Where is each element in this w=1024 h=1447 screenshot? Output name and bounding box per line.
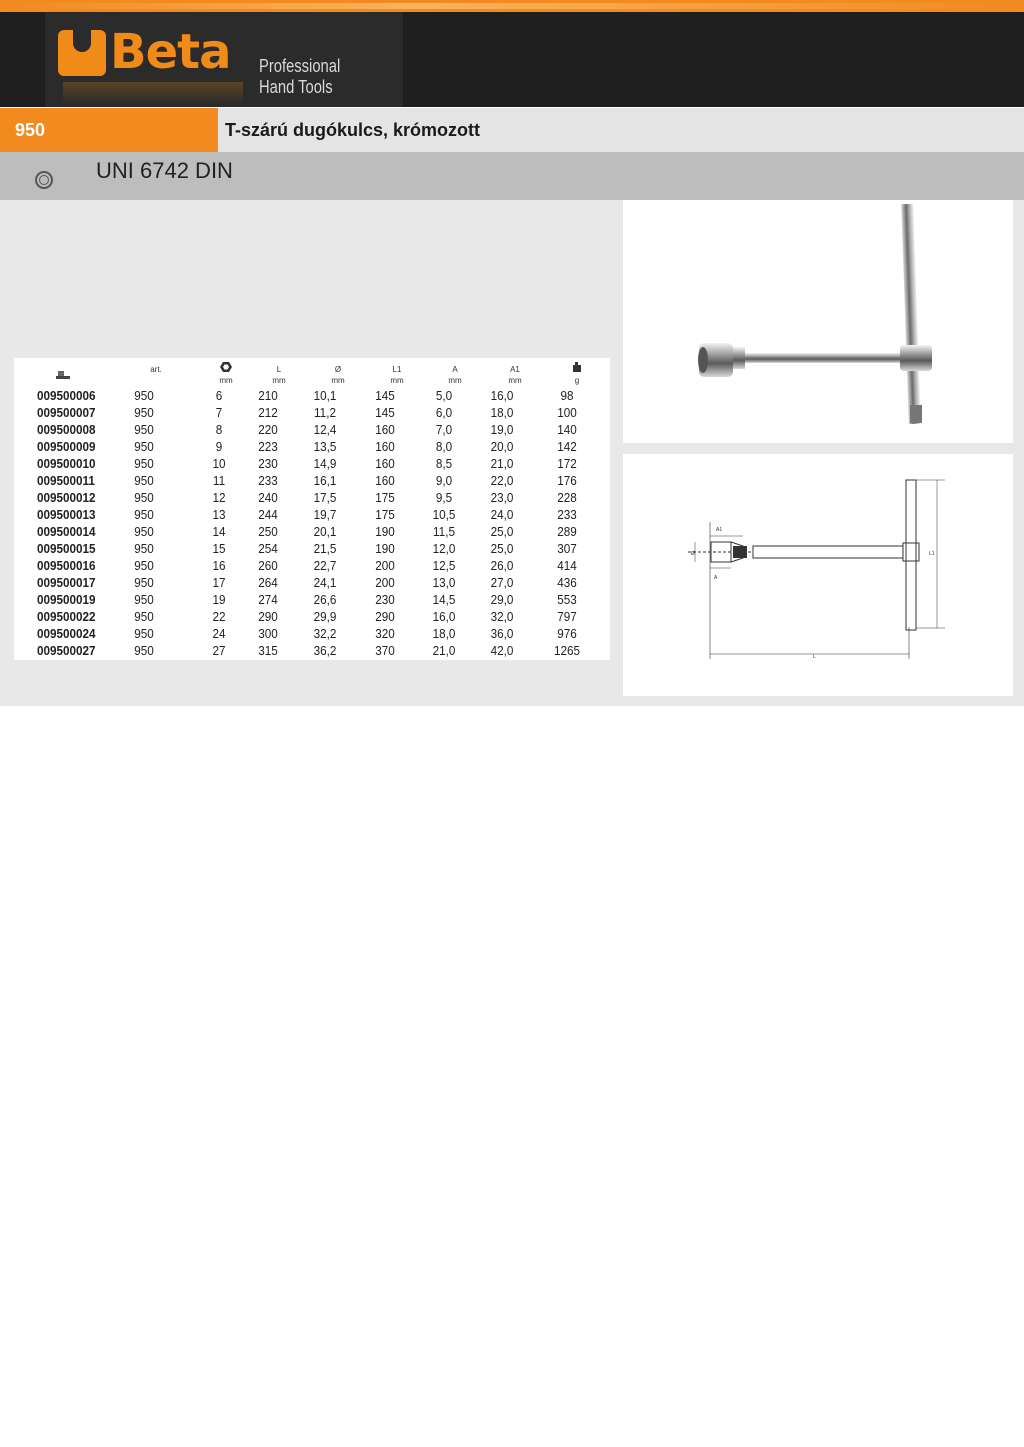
cell-code: 009500016 (37, 558, 96, 573)
cell-a1: 26,0 (490, 558, 514, 573)
cell-art: 950 (134, 405, 154, 420)
cell-code: 009500010 (37, 456, 96, 471)
cell-a: 11,5 (433, 524, 455, 539)
cell-g: 172 (557, 456, 577, 471)
cell-art: 950 (134, 541, 154, 556)
product-photo (623, 200, 1013, 443)
cell-l: 240 (258, 490, 278, 505)
cell-g: 98 (560, 388, 574, 403)
cell-code: 009500012 (37, 490, 96, 505)
cell-g: 289 (557, 524, 577, 539)
cell-size: 15 (212, 541, 226, 556)
cell-a: 7,0 (435, 422, 453, 437)
cell-l: 264 (258, 575, 278, 590)
cell-d: 24,1 (313, 575, 337, 590)
cell-art: 950 (134, 422, 154, 437)
table-row (14, 558, 610, 575)
cell-art: 950 (134, 456, 154, 471)
cell-code: 009500019 (37, 592, 96, 607)
cell-a1: 27,0 (490, 575, 514, 590)
cell-a1: 25,0 (490, 541, 514, 556)
cell-code: 009500014 (37, 524, 96, 539)
cell-a1: 32,0 (490, 609, 514, 624)
header-A1: A1 (510, 365, 520, 374)
cell-art: 950 (134, 524, 154, 539)
cell-size: 9 (215, 439, 223, 454)
cell-code: 009500008 (37, 422, 96, 437)
cell-code: 009500013 (37, 507, 96, 522)
cell-a: 18,0 (432, 626, 456, 641)
technical-drawing (623, 454, 1013, 696)
cell-l1: 175 (375, 490, 395, 505)
cell-g: 976 (557, 626, 577, 641)
standard-text: UNI 6742 DIN (96, 158, 233, 183)
cell-g: 797 (557, 609, 577, 624)
cell-a: 8,5 (435, 456, 453, 471)
cell-size: 12 (212, 490, 226, 505)
cell-size: 11 (212, 473, 226, 488)
cell-g: 553 (557, 592, 577, 607)
cell-a1: 18,0 (490, 405, 514, 420)
table-row (14, 439, 610, 456)
table-row (14, 473, 610, 490)
cell-size: 13 (212, 507, 226, 522)
table-row (14, 388, 610, 405)
table-row (14, 507, 610, 524)
cell-g: 307 (557, 541, 577, 556)
cell-a: 5,0 (435, 388, 453, 403)
cell-d: 10,1 (313, 388, 337, 403)
cell-size: 10 (212, 456, 226, 471)
brand-name: Beta (110, 24, 231, 80)
cell-size: 7 (215, 405, 223, 420)
table-row (14, 592, 610, 609)
label-A1: A1 (716, 527, 723, 533)
cell-a: 9,0 (435, 473, 453, 488)
cell-size: 19 (212, 592, 226, 607)
cell-size: 16 (212, 558, 226, 573)
cell-a1: 36,0 (490, 626, 514, 641)
cell-l1: 160 (375, 456, 395, 471)
table-header: art. mm L mm Ø mm L1 mm A mm A1 mm g (14, 358, 610, 388)
table-row (14, 541, 610, 558)
cell-size: 8 (215, 422, 223, 437)
cell-l: 274 (258, 592, 278, 607)
cell-a: 16,0 (432, 609, 456, 624)
cell-l: 210 (258, 388, 278, 403)
cell-l: 260 (258, 558, 278, 573)
cell-a1: 25,0 (490, 524, 514, 539)
weight-icon (573, 362, 581, 372)
cell-l: 233 (258, 473, 278, 488)
cell-l1: 145 (375, 388, 395, 403)
cell-l1: 200 (375, 558, 395, 573)
cell-a: 21,0 (432, 643, 456, 658)
cell-art: 950 (134, 490, 154, 505)
cell-code: 009500011 (37, 473, 95, 488)
cell-d: 32,2 (313, 626, 337, 641)
product-code: 950 (15, 120, 46, 140)
cell-l1: 160 (375, 473, 395, 488)
cell-l: 230 (258, 456, 278, 471)
cell-l1: 145 (375, 405, 395, 420)
product-content (0, 200, 1024, 706)
cell-art: 950 (134, 626, 154, 641)
cell-size: 22 (212, 609, 226, 624)
spec-table (14, 358, 610, 660)
cell-size: 24 (212, 626, 226, 641)
cell-l1: 370 (375, 643, 395, 658)
cell-d: 14,9 (313, 456, 337, 471)
cell-a: 9,5 (435, 490, 453, 505)
cell-code: 009500015 (37, 541, 96, 556)
cell-d: 20,1 (313, 524, 337, 539)
cell-l: 223 (258, 439, 278, 454)
table-row (14, 422, 610, 439)
cell-a: 13,0 (432, 575, 456, 590)
cell-art: 950 (134, 643, 154, 658)
cell-d: 21,5 (313, 541, 337, 556)
cell-a1: 24,0 (490, 507, 514, 522)
cell-g: 228 (557, 490, 577, 505)
cell-l1: 230 (375, 592, 395, 607)
cell-size: 6 (215, 388, 223, 403)
cell-g: 140 (557, 422, 577, 437)
cell-a1: 29,0 (490, 592, 514, 607)
brand-logo (45, 12, 403, 107)
table-row (14, 575, 610, 592)
cell-l1: 190 (375, 524, 395, 539)
cell-d: 17,5 (313, 490, 337, 505)
cell-art: 950 (134, 388, 154, 403)
cell-a: 12,5 (432, 558, 456, 573)
cell-l: 220 (258, 422, 278, 437)
standard-bar (0, 152, 1024, 200)
cell-l1: 320 (375, 626, 395, 641)
cell-g: 1265 (553, 643, 581, 658)
cell-art: 950 (134, 439, 154, 454)
cell-art: 950 (134, 609, 154, 624)
cell-d: 29,9 (313, 609, 337, 624)
cell-size: 14 (212, 524, 226, 539)
cell-a1: 23,0 (490, 490, 514, 505)
cell-a: 8,0 (435, 439, 453, 454)
cell-a1: 21,0 (490, 456, 514, 471)
table-row (14, 405, 610, 422)
cell-code: 009500022 (37, 609, 96, 624)
cell-d: 22,7 (313, 558, 337, 573)
table-row (14, 643, 610, 660)
cell-l: 254 (258, 541, 278, 556)
cell-a: 12,0 (432, 541, 456, 556)
box-icon (56, 370, 70, 380)
hex-socket-icon (220, 362, 232, 372)
cell-a1: 16,0 (490, 388, 514, 403)
cell-a1: 19,0 (490, 422, 514, 437)
cell-size: 27 (212, 643, 226, 658)
label-L: L (813, 654, 816, 660)
top-accent-stripe (0, 0, 1024, 12)
header-L1: L1 (392, 365, 402, 374)
cell-g: 233 (557, 507, 577, 522)
cell-art: 950 (134, 473, 154, 488)
cell-l: 244 (258, 507, 278, 522)
label-A: A (714, 575, 718, 581)
table-body (14, 388, 610, 660)
cell-l: 300 (258, 626, 278, 641)
cell-g: 176 (557, 473, 577, 488)
label-diameter: Ø (691, 551, 695, 557)
cell-code: 009500009 (37, 439, 96, 454)
cell-code: 009500027 (37, 643, 96, 658)
wrench-logo-icon (58, 30, 106, 76)
cell-g: 414 (557, 558, 577, 573)
cell-a1: 22,0 (490, 473, 514, 488)
cell-l: 212 (258, 405, 278, 420)
t-wrench-photo-image (623, 200, 1013, 443)
t-wrench-dimension-drawing (623, 454, 1013, 696)
brand-header (0, 12, 1024, 107)
cell-d: 26,6 (313, 592, 337, 607)
cell-g: 436 (557, 575, 577, 590)
cell-d: 16,1 (313, 473, 337, 488)
product-title: T-szárú dugókulcs, krómozott (225, 120, 481, 140)
cell-size: 17 (212, 575, 226, 590)
cell-l1: 200 (375, 575, 395, 590)
cell-l1: 290 (375, 609, 395, 624)
cell-art: 950 (134, 575, 154, 590)
header-art: art. (150, 365, 162, 374)
cell-a: 10,5 (432, 507, 456, 522)
cell-a1: 42,0 (490, 643, 514, 658)
cell-code: 009500007 (37, 405, 96, 420)
cell-a: 6,0 (435, 405, 453, 420)
cell-d: 36,2 (313, 643, 337, 658)
cell-l: 315 (258, 643, 278, 658)
cell-d: 11,2 (314, 405, 336, 420)
cell-a1: 20,0 (490, 439, 514, 454)
cell-l1: 175 (375, 507, 395, 522)
table-row (14, 609, 610, 626)
cell-code: 009500024 (37, 626, 96, 641)
table-row (14, 524, 610, 541)
brand-tagline: Professional Hand Tools (259, 56, 341, 97)
label-L1: L1 (929, 551, 935, 557)
header-A: A (452, 365, 458, 374)
cell-d: 19,7 (313, 507, 337, 522)
cell-l1: 160 (375, 439, 395, 454)
cell-art: 950 (134, 507, 154, 522)
cell-d: 13,5 (313, 439, 337, 454)
ring-icon (35, 171, 53, 189)
cell-g: 142 (557, 439, 577, 454)
cell-code: 009500017 (37, 575, 96, 590)
header-size-unit: mm (219, 376, 233, 385)
table-row (14, 490, 610, 507)
cell-art: 950 (134, 592, 154, 607)
cell-l1: 190 (375, 541, 395, 556)
header-L: L (276, 365, 282, 374)
cell-l1: 160 (375, 422, 395, 437)
cell-l: 290 (258, 609, 278, 624)
header-diameter: Ø (334, 365, 342, 374)
table-row (14, 626, 610, 643)
cell-d: 12,4 (313, 422, 337, 437)
table-row (14, 456, 610, 473)
product-title-bar (0, 108, 1024, 152)
cell-l: 250 (258, 524, 278, 539)
cell-a: 14,5 (432, 592, 456, 607)
cell-art: 950 (134, 558, 154, 573)
cell-code: 009500006 (37, 388, 96, 403)
cell-g: 100 (557, 405, 577, 420)
header-weight-unit: g (574, 376, 580, 385)
